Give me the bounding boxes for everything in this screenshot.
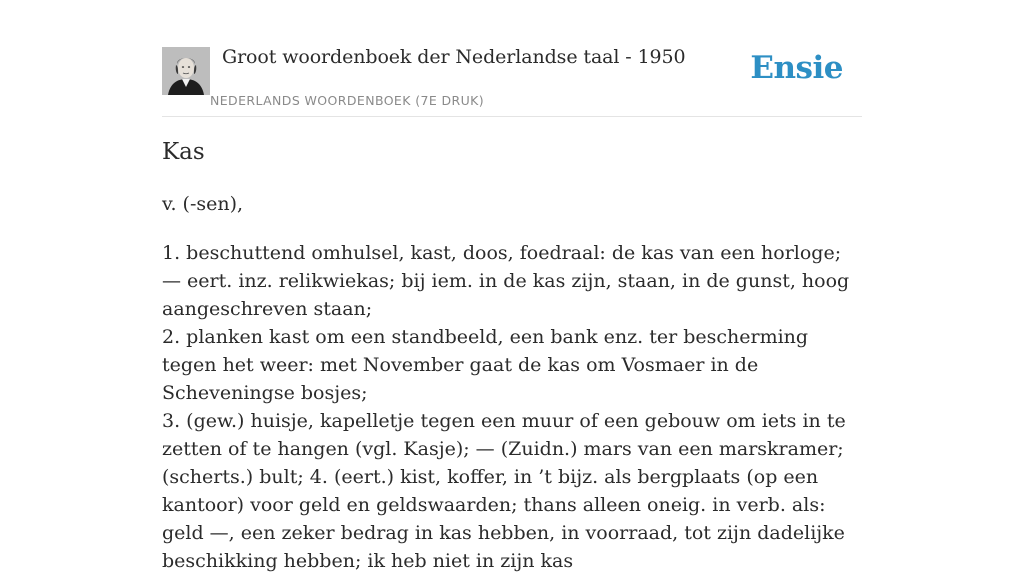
source-title[interactable]: Groot woordenboek der Nederlandse taal - 1950: [222, 46, 686, 68]
entry-body: [162, 239, 862, 575]
avatar[interactable]: [162, 47, 210, 95]
definition-paragraph: 3. (gew.) huisje, kapelletje tegen een muur of een gebouw om iets in te zetten of te hangen (vgl. Kasje); — (Zuidn.) mars van een marskramer; (scherts.) bult; 4. (eert.) kist, koffer, in ’t bijz. als bergplaats (op een kantoor) voor geld en geldswaarden; thans alleen oneig. in verb. als: geld —, een zeker bedrag in kas hebben, in voorraad, tot zijn dadelijke beschikking hebben; ik heb niet in zijn kas: [162, 410, 846, 572]
portrait-avatar-icon: [162, 47, 210, 95]
source-subtitle[interactable]: NEDERLANDS WOORDENBOEK (7E DRUK): [210, 93, 485, 108]
page-container: [162, 0, 862, 572]
ensie-logo[interactable]: Ensie: [750, 50, 843, 86]
entry-title: Kas: [162, 139, 205, 165]
entry-grammar: v. (-sen),: [162, 193, 244, 215]
definition-paragraph: 2. planken kast om een standbeeld, een bank enz. ter bescherming tegen het weer: met November gaat de kas om Vosmaer in de Scheveningse bosjes;: [162, 326, 809, 404]
header: [162, 0, 862, 117]
definition-paragraph: 1. beschuttend omhulsel, kast, doos, foedraal: de kas van een horloge; — eert. inz. relikwiekas; bij iem. in de kas zijn, staan, in de gunst, hoog aangeschreven staan;: [162, 242, 850, 320]
